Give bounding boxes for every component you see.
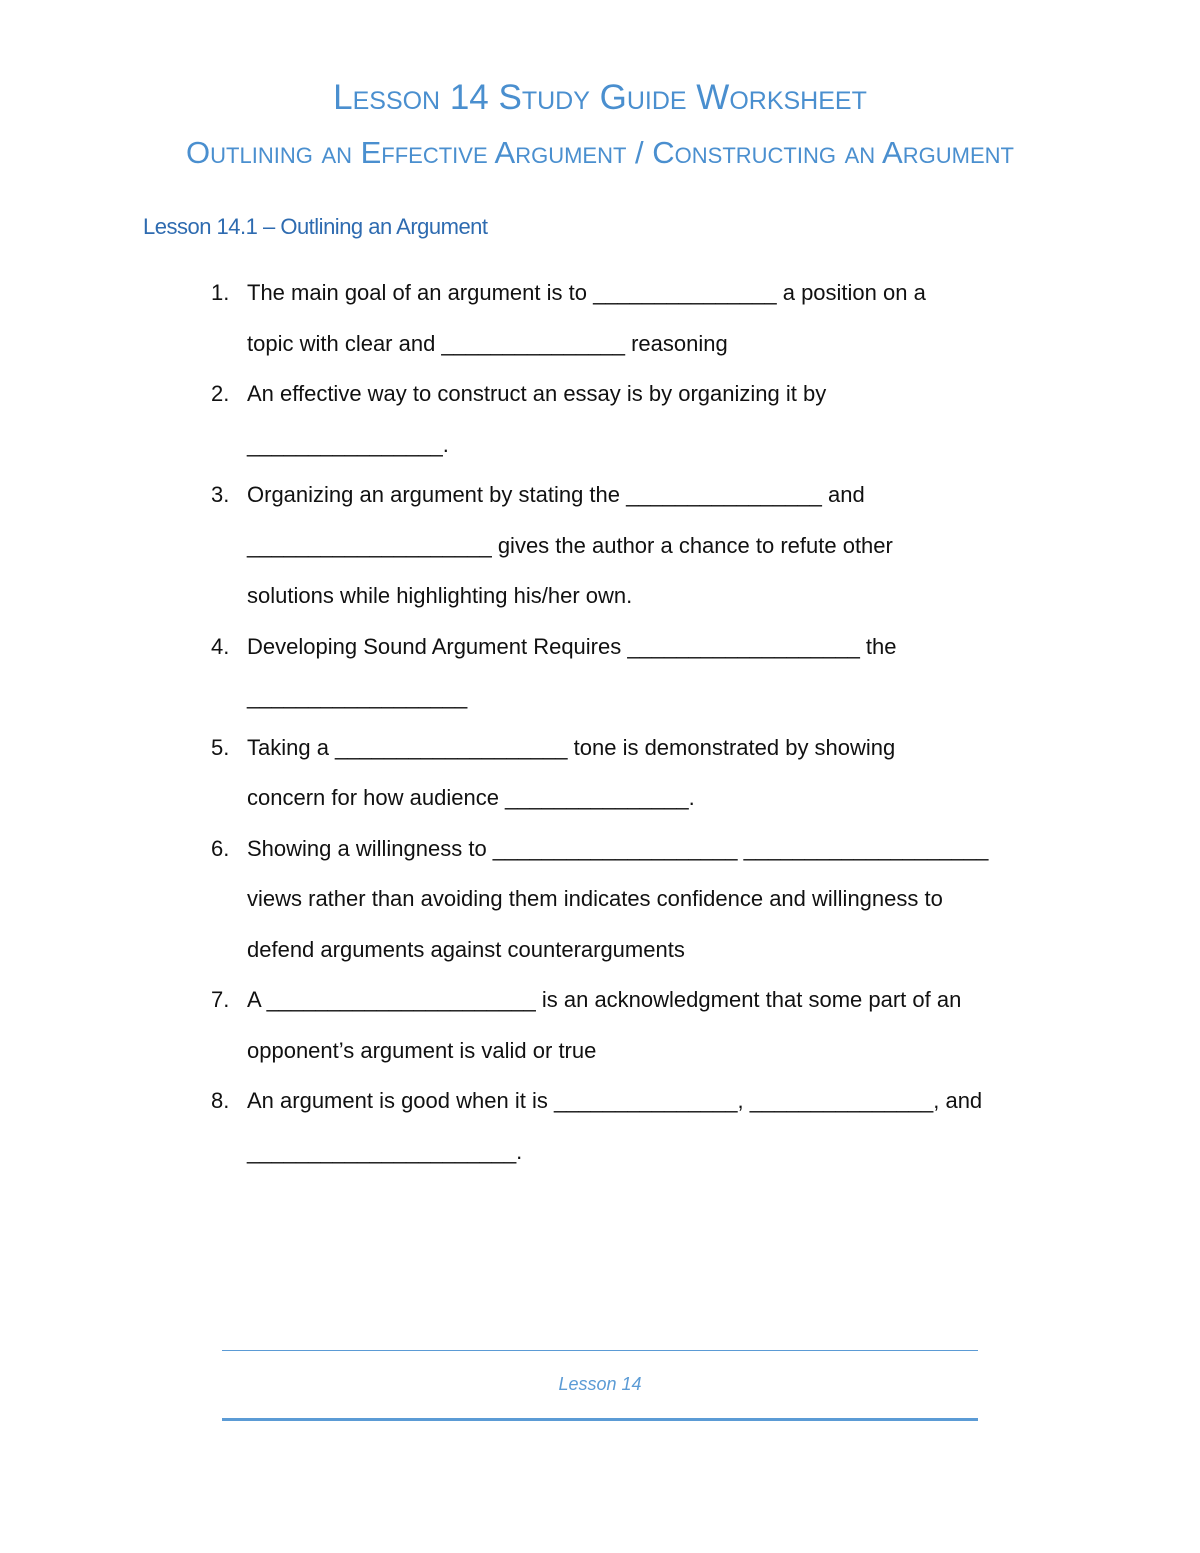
question-text: Developing Sound Argument Requires ___________________ the xyxy=(247,633,897,659)
question-text: __________________ xyxy=(247,684,468,709)
question-text: An argument is good when it is _______________, _______________, and xyxy=(247,1088,983,1113)
page-title: Lesson 14 Study Guide Worksheet xyxy=(333,78,867,117)
question-text: concern for how audience _______________. xyxy=(247,785,695,810)
question-number: 7. xyxy=(211,987,230,1012)
question-text: ____________________ gives the author a chance to refute other xyxy=(247,532,893,558)
question-list xyxy=(205,268,1065,1177)
question-number: 3. xyxy=(211,482,230,507)
question-text: An effective way to construct an essay is by organizing it by xyxy=(247,381,827,406)
question-number: 5. xyxy=(211,734,230,760)
footer-rule-top xyxy=(222,1350,978,1351)
question-text: Showing a willingness to ____________________ ____________________ xyxy=(247,835,989,861)
question-text: ________________. xyxy=(247,431,449,457)
question-text: views rather than avoiding them indicates confidence and willingness to xyxy=(247,886,943,911)
question-item xyxy=(205,470,1065,622)
question-item xyxy=(205,824,1065,976)
question-number: 2. xyxy=(211,381,230,406)
question-item xyxy=(205,1076,1065,1177)
question-text: ______________________. xyxy=(247,1138,523,1164)
section-heading: Lesson 14.1 – Outlining an Argument xyxy=(143,214,488,239)
question-item xyxy=(205,369,1065,470)
question-text: A ______________________ is an acknowledgment that some part of an xyxy=(247,987,962,1012)
question-text: topic with clear and _______________ reasoning xyxy=(247,330,728,356)
question-text: solutions while highlighting his/her own. xyxy=(247,583,633,608)
question-number: 8. xyxy=(211,1088,230,1113)
page-subtitle: Outlining an Effective Argument / Constructing an Argument xyxy=(186,135,1014,170)
footer-text: Lesson 14 xyxy=(558,1374,642,1394)
question-text: opponent’s argument is valid or true xyxy=(247,1037,597,1063)
question-text: Organizing an argument by stating the ________________ and xyxy=(247,482,865,507)
question-item xyxy=(205,622,1065,723)
question-number: 6. xyxy=(211,835,230,861)
question-item xyxy=(205,723,1065,824)
question-number: 4. xyxy=(211,633,230,659)
page-footer xyxy=(222,1350,978,1421)
question-item xyxy=(205,268,1065,369)
question-text: The main goal of an argument is to _______________ a position on a xyxy=(247,280,926,305)
question-item xyxy=(205,975,1065,1076)
question-number: 1. xyxy=(211,280,230,305)
question-text: Taking a ___________________ tone is demonstrated by showing xyxy=(247,734,896,760)
footer-rule-bottom xyxy=(222,1418,978,1421)
question-text: defend arguments against counterarguments xyxy=(247,936,685,962)
